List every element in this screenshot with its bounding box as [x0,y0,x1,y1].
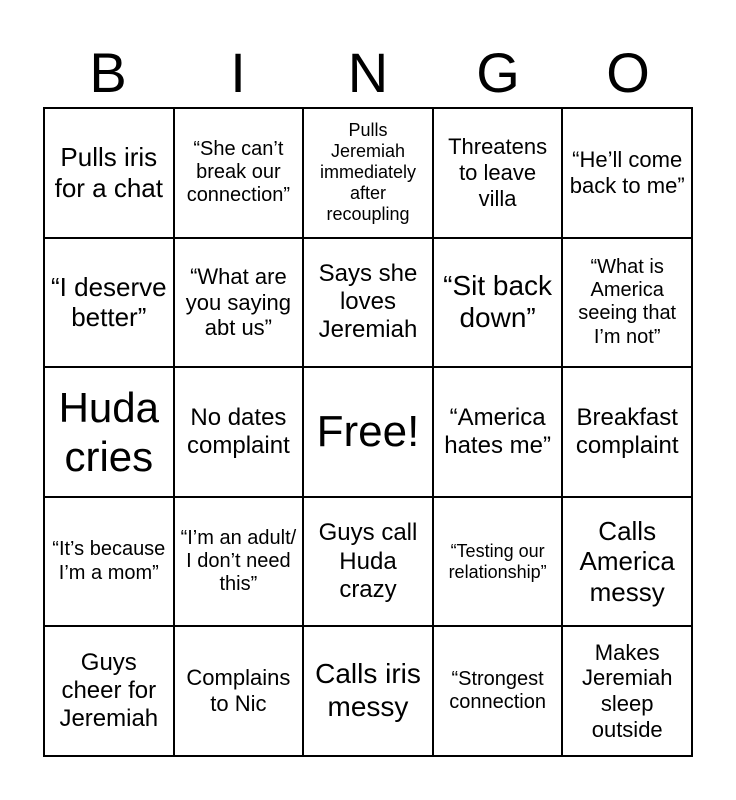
bingo-cell[interactable] [433,108,563,238]
bingo-cell[interactable] [44,626,174,756]
cell-text: “What are you saying abt us” [185,263,291,341]
cell-text: “Testing our relationship” [448,540,547,582]
bingo-cell[interactable] [303,108,433,238]
cell-text: Complains to Nic [186,665,291,717]
bingo-cell[interactable] [433,238,563,368]
bingo-cell[interactable] [303,238,433,368]
bingo-cell[interactable] [303,626,433,756]
header-letter-g: G [476,41,520,104]
cell-text: Pulls Jeremiah immediately after recoupling [319,120,416,225]
cell-text: “What is America seeing that I’m not” [578,255,677,348]
bingo-cell[interactable] [44,367,174,497]
cell-text: “Strongest connection [449,667,546,714]
cell-text: Guys call Huda crazy [318,519,418,603]
cell-text: Calls America messy [579,515,675,607]
cell-text: No dates complaint [187,403,290,459]
cell-text: “He’ll come back to me” [569,147,685,198]
cell-text: “I deserve better” [51,271,167,333]
bingo-cell[interactable] [562,497,692,627]
cell-text: “Sit back down” [443,269,553,334]
bingo-cell[interactable] [303,497,433,627]
bingo-cell[interactable] [433,367,563,497]
header-letter-b: B [89,41,127,104]
cell-text: “She can’t break our connection” [186,137,291,207]
cell-text: Guys cheer for Jeremiah [59,649,159,733]
bingo-grid [43,107,693,757]
cell-text: Breakfast complaint [575,403,679,459]
cell-text: Says she loves Jeremiah [318,260,418,344]
cell-text: Pulls iris for a chat [54,142,163,203]
bingo-cell[interactable] [562,108,692,238]
bingo-cell[interactable] [562,238,692,368]
bingo-cell[interactable] [174,108,304,238]
header-letter-n: N [347,41,389,104]
cell-text: Calls iris messy [315,658,421,723]
cell-text: Huda cries [58,383,159,480]
cell-text: Makes Jeremiah sleep outside [581,639,673,742]
bingo-cell[interactable] [433,497,563,627]
bingo-cell[interactable] [433,626,563,756]
cell-text: “I’m an adult/ I don’t need this” [180,526,297,596]
bingo-cell[interactable] [174,367,304,497]
header-letter-i: I [230,41,246,104]
bingo-cell[interactable] [562,367,692,497]
bingo-cell[interactable] [44,497,174,627]
bingo-cell[interactable] [174,497,304,627]
bingo-cell[interactable] [44,108,174,238]
bingo-cell[interactable] [44,238,174,368]
cell-text: Free! [316,407,420,457]
cell-text: “America hates me” [444,403,551,459]
cell-text: “It’s because I’m a mom” [52,538,166,584]
bingo-cell[interactable] [174,238,304,368]
bingo-header [43,40,693,106]
bingo-cell[interactable] [174,626,304,756]
free-cell[interactable] [303,367,433,497]
bingo-cell[interactable] [562,626,692,756]
header-letter-o: O [606,41,650,104]
cell-text: Threatens to leave villa [448,134,548,211]
